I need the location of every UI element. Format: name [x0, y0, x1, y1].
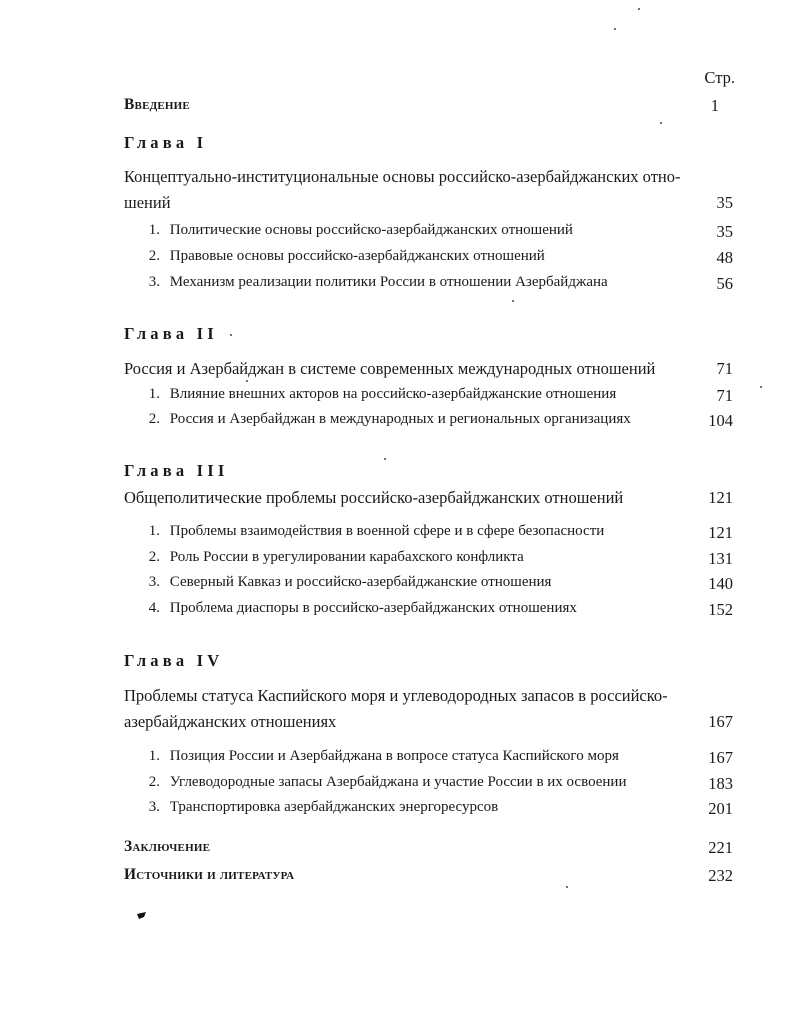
- chapter3-item-3: [144, 574, 551, 591]
- chapter3-item-4: [144, 600, 577, 617]
- chapter4-page: 167: [708, 712, 733, 731]
- scan-speck: [760, 386, 762, 388]
- item-label: Механизм реализации политики России в отношении Азербайджана: [169, 274, 608, 290]
- chapter2-heading: Глава II: [124, 324, 218, 343]
- item-number: 1.: [148, 386, 160, 402]
- chapter1-title-line1: Концептуально-институциональные основы российско-азербайджанских отно-: [124, 167, 681, 186]
- item-number: 2.: [148, 411, 160, 427]
- conclusion-label: Заключение: [124, 838, 211, 855]
- item-number: 2.: [148, 774, 160, 790]
- item-label: Влияние внешних акторов на российско-азербайджанские отношения: [169, 386, 617, 402]
- chapter4-title-line1: Проблемы статуса Каспийского моря и углеводородных запасов в российско-: [124, 686, 668, 705]
- item-number: 1.: [148, 222, 160, 238]
- chapter3-heading: Глава III: [124, 461, 229, 480]
- chapter4-item-1-page: 167: [708, 748, 733, 767]
- item-label: Позиция России и Азербайджана в вопросе статуса Каспийского моря: [169, 748, 619, 764]
- chapter1-item-3: [144, 274, 608, 291]
- scan-speck: [614, 28, 616, 30]
- scan-speck: [384, 458, 386, 460]
- item-label: Углеводородные запасы Азербайджана и участие России в их освоении: [169, 774, 627, 790]
- scan-speck: [512, 300, 514, 302]
- item-number: 4.: [148, 600, 160, 616]
- chapter1-item-1: [144, 222, 573, 239]
- intro-page: 1: [710, 96, 719, 115]
- scan-speck: [660, 122, 662, 124]
- chapter1-item-1-page: 35: [716, 222, 733, 241]
- chapter1-page: 35: [716, 193, 733, 212]
- chapter3-item-3-page: 140: [708, 574, 733, 593]
- item-number: 2.: [148, 549, 160, 565]
- chapter1-heading: Глава I: [124, 133, 208, 152]
- item-number: 3.: [148, 274, 160, 290]
- chapter3-page: 121: [708, 488, 733, 507]
- conclusion-page: 221: [708, 838, 733, 857]
- chapter2-item-2: [144, 411, 631, 428]
- chapter2-item-1-page: 71: [716, 386, 733, 405]
- scan-speck: [230, 334, 232, 336]
- chapter3-item-4-page: 152: [708, 600, 733, 619]
- chapter4-item-3: [144, 799, 498, 816]
- chapter4-item-3-page: 201: [708, 799, 733, 818]
- item-label: Проблемы взаимодействия в военной сфере и в сфере безопасности: [169, 523, 605, 539]
- chapter3-item-1-page: 121: [708, 523, 733, 542]
- chapter2-title: Россия и Азербайджан в системе современных международных отношений: [124, 359, 656, 378]
- chapter4-item-2-page: 183: [708, 774, 733, 793]
- chapter1-item-2: [144, 248, 545, 265]
- item-number: 3.: [148, 799, 160, 815]
- page-column-header: Стр.: [704, 68, 735, 87]
- item-label: Политические основы российско-азербайджанских отношений: [169, 222, 573, 238]
- item-label: Проблема диаспоры в российско-азербайджанских отношениях: [169, 600, 577, 616]
- scan-speck: [566, 886, 568, 888]
- item-number: 1.: [148, 523, 160, 539]
- chapter3-item-1: [144, 523, 604, 540]
- scan-mark-icon: [136, 911, 148, 921]
- chapter2-item-2-page: 104: [708, 411, 733, 430]
- intro-label: Введение: [124, 96, 190, 113]
- chapter1-title-line2: шений: [124, 193, 171, 212]
- item-label: Роль России в урегулировании карабахского конфликта: [169, 549, 524, 565]
- sources-label: Источники и литература: [124, 866, 295, 883]
- chapter3-item-2: [144, 549, 524, 566]
- chapter4-item-1: [144, 748, 619, 765]
- chapter4-title-line2: азербайджанских отношениях: [124, 712, 337, 731]
- item-label: Россия и Азербайджан в международных и региональных организациях: [169, 411, 631, 427]
- chapter2-page: 71: [716, 359, 733, 378]
- item-number: 3.: [148, 574, 160, 590]
- scan-speck: [638, 8, 640, 10]
- chapter4-heading: Глава IV: [124, 651, 224, 670]
- item-label: Транспортировка азербайджанских энергоресурсов: [169, 799, 499, 815]
- item-number: 1.: [148, 748, 160, 764]
- chapter3-title: Общеполитические проблемы российско-азербайджанских отношений: [124, 488, 624, 507]
- chapter1-item-3-page: 56: [716, 274, 733, 293]
- item-label: Правовые основы российско-азербайджанских отношений: [169, 248, 545, 264]
- chapter4-item-2: [144, 774, 627, 791]
- chapter2-item-1: [144, 386, 616, 403]
- scan-speck: [246, 380, 248, 382]
- chapter1-item-2-page: 48: [716, 248, 733, 267]
- item-number: 2.: [148, 248, 160, 264]
- chapter3-item-2-page: 131: [708, 549, 733, 568]
- item-label: Северный Кавказ и российско-азербайджанские отношения: [169, 574, 552, 590]
- sources-page: 232: [708, 866, 733, 885]
